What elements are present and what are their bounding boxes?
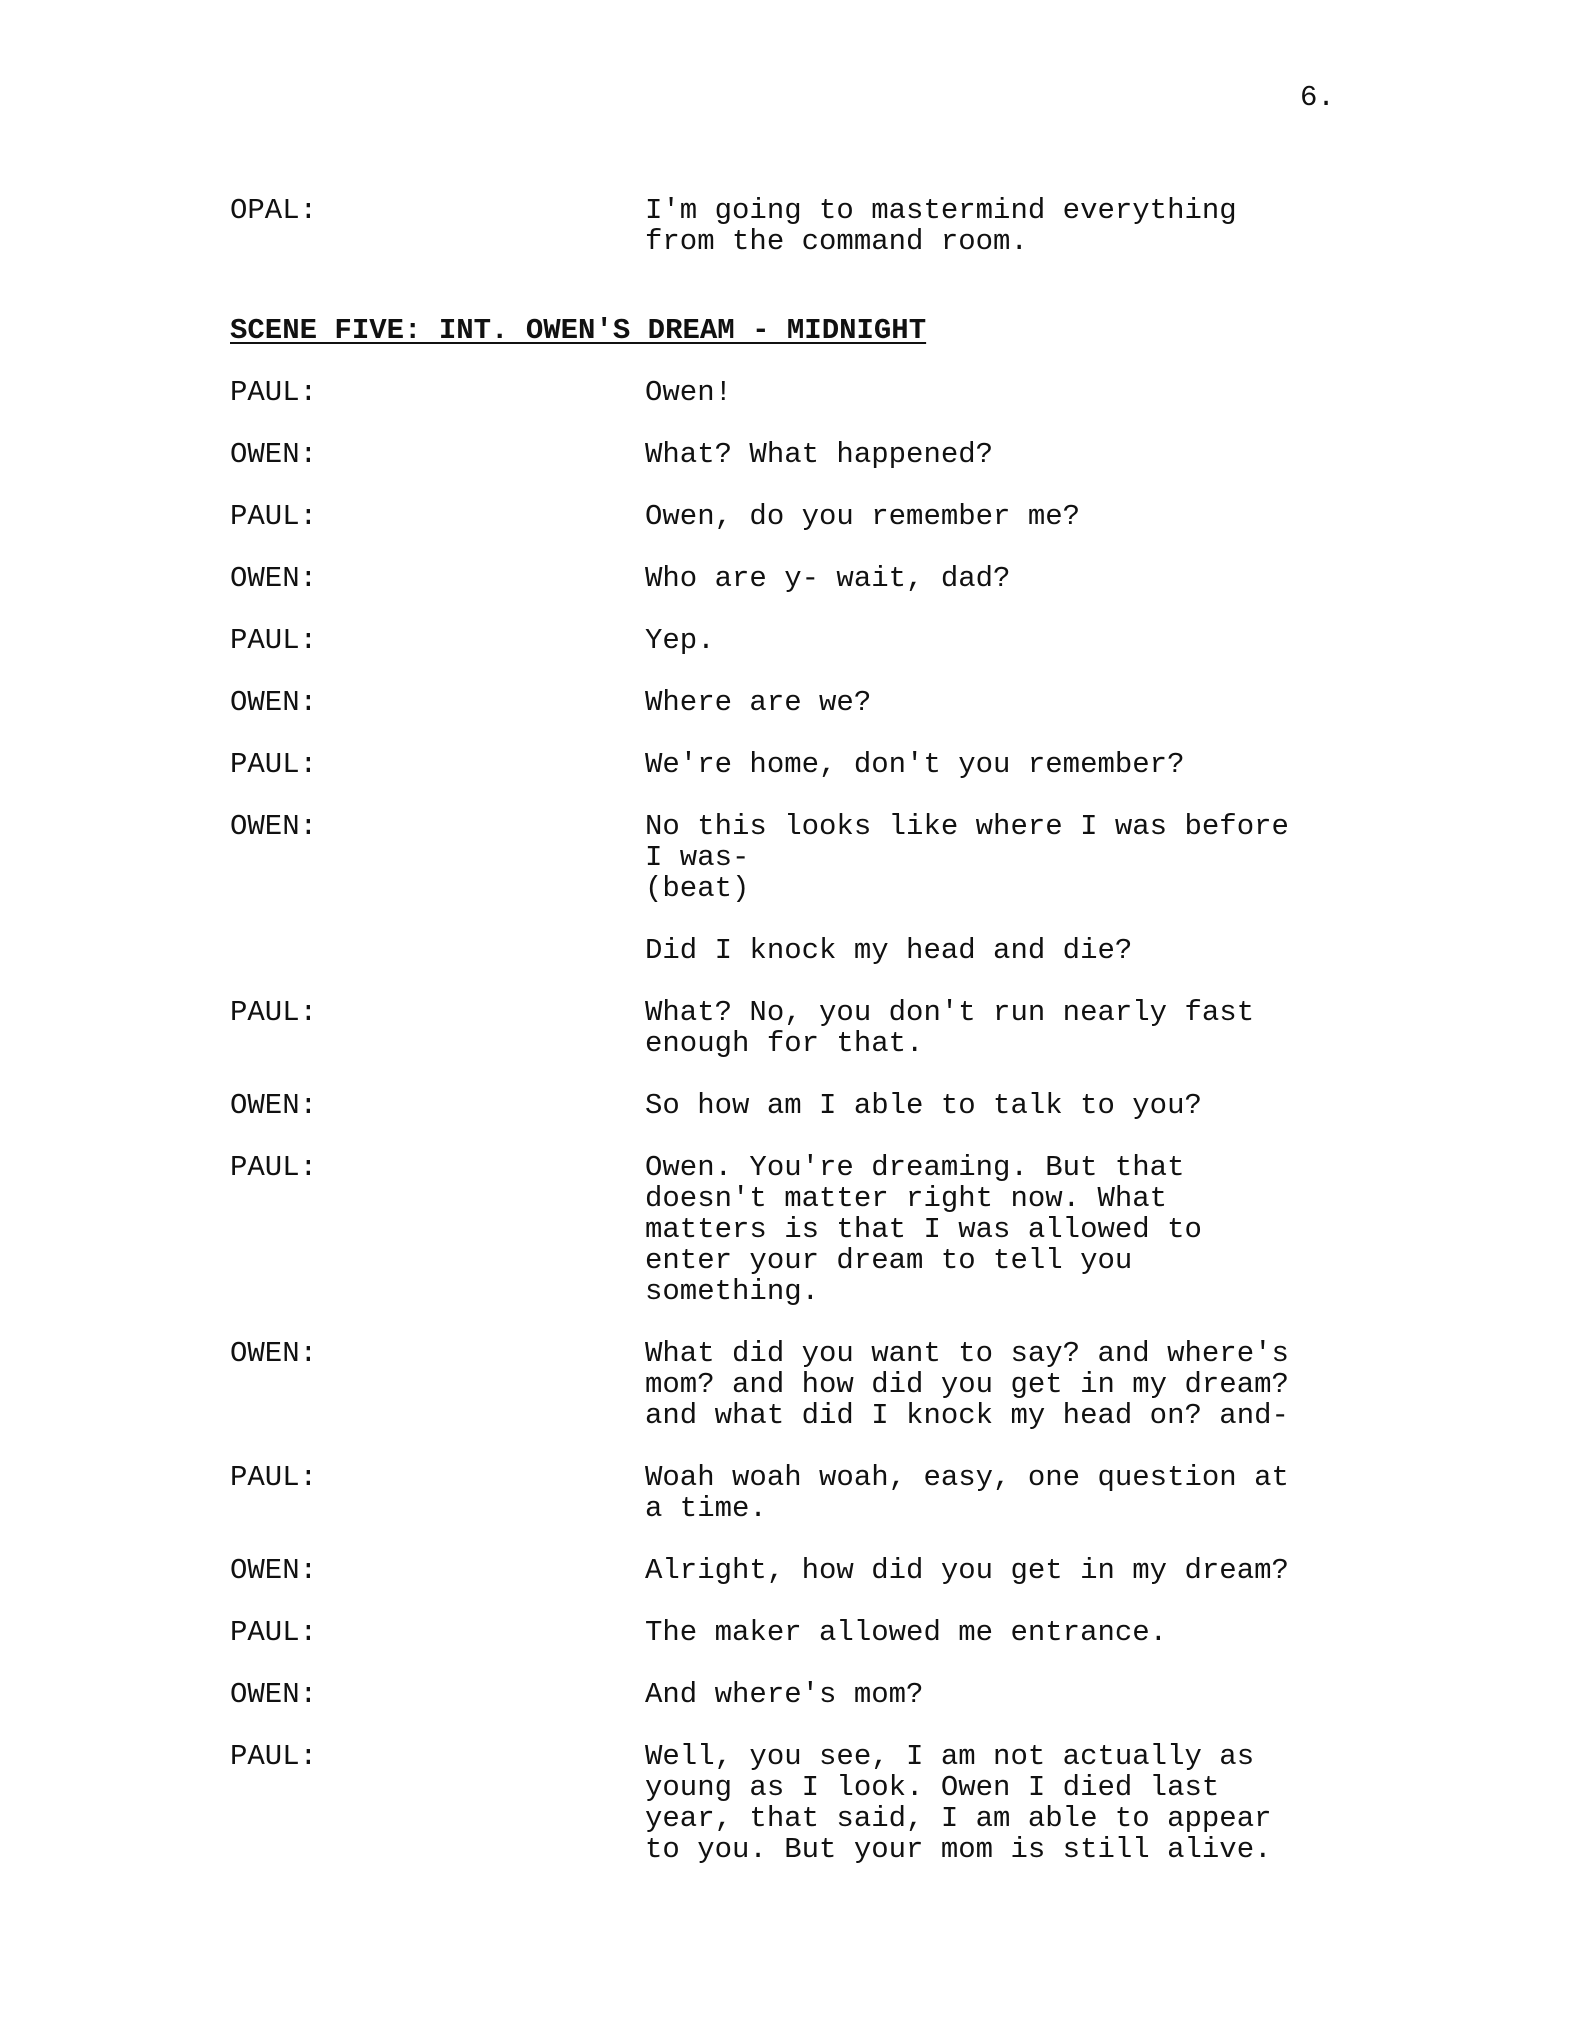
dialogue-text: The maker allowed me entrance.	[645, 1616, 1168, 1649]
dialogue-text: What? What happened?	[645, 438, 994, 471]
character-name: PAUL:	[230, 624, 318, 657]
dialogue-text: What did you want to say? and where's mom? and how did you get in my dream? and what did I knock my head on? and-	[645, 1337, 1289, 1432]
character-name: PAUL:	[230, 1151, 318, 1184]
character-name: OWEN:	[230, 1089, 318, 1122]
dialogue-text: Woah woah woah, easy, one question at a time.	[645, 1461, 1289, 1525]
dialogue-text: Yep.	[645, 624, 715, 657]
character-name: OWEN:	[230, 562, 318, 595]
character-name: OWEN:	[230, 438, 318, 471]
character-name: OWEN:	[230, 810, 318, 843]
character-name: OWEN:	[230, 1554, 318, 1587]
dialogue-text: Did I knock my head and die?	[645, 934, 1133, 967]
character-name: PAUL:	[230, 1740, 318, 1773]
dialogue-text: Owen. You're dreaming. But that doesn't matter right now. What matters is that I was allowed to enter your dream to tell you something.	[645, 1151, 1202, 1308]
dialogue-text: Well, you see, I am not actually as young as I look. Owen I died last year, that said, I am able to appear to you. But your mom is still alive.	[645, 1740, 1272, 1866]
dialogue-text: Alright, how did you get in my dream?	[645, 1554, 1289, 1587]
dialogue-text: So how am I able to talk to you?	[645, 1089, 1202, 1122]
character-name: OPAL:	[230, 194, 318, 227]
character-name: PAUL:	[230, 1616, 318, 1649]
character-name: OWEN:	[230, 1337, 318, 1370]
dialogue-text: Owen!	[645, 376, 733, 409]
character-name: PAUL:	[230, 376, 318, 409]
dialogue-text: What? No, you don't run nearly fast enough for that.	[645, 996, 1255, 1060]
character-name: OWEN:	[230, 686, 318, 719]
dialogue-text: No this looks like where I was before I was- (beat)	[645, 810, 1289, 905]
character-name: PAUL:	[230, 1461, 318, 1494]
character-name: PAUL:	[230, 996, 318, 1029]
dialogue-text: Who are y- wait, dad?	[645, 562, 1011, 595]
dialogue-text: We're home, don't you remember?	[645, 748, 1185, 781]
dialogue-text: Owen, do you remember me?	[645, 500, 1081, 533]
character-name: OWEN:	[230, 1678, 318, 1711]
dialogue-text: I'm going to mastermind everything from the command room.	[645, 194, 1237, 258]
dialogue-text: Where are we?	[645, 686, 872, 719]
dialogue-text: And where's mom?	[645, 1678, 924, 1711]
page-number: 6.	[1300, 81, 1335, 114]
character-name: PAUL:	[230, 748, 318, 781]
scene-heading: SCENE FIVE: INT. OWEN'S DREAM - MIDNIGHT	[230, 314, 927, 347]
character-name: PAUL:	[230, 500, 318, 533]
